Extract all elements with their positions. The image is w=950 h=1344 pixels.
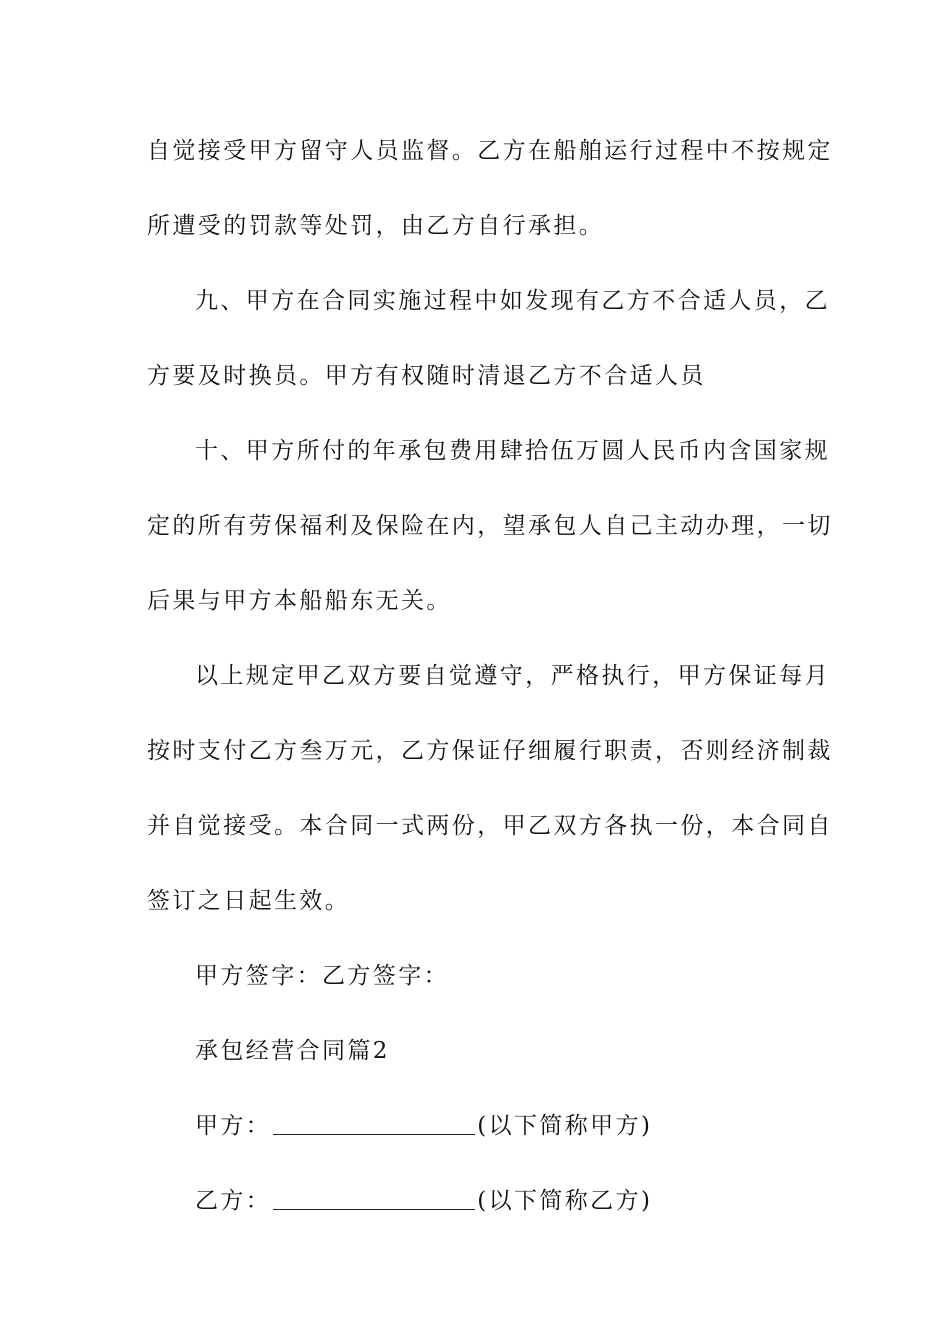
- party-b-line: [195, 1186, 855, 1216]
- paragraph-line: 方要及时换员。甲方有权随时清退乙方不合适人员: [147, 363, 706, 389]
- clause-nine-line: 九、甲方在合同实施过程中如发现有乙方不合适人员，乙: [195, 288, 830, 314]
- paragraph-line: 自觉接受甲方留守人员监督。乙方在船舶运行过程中不按规定: [147, 138, 833, 164]
- paragraph-line: 按时支付乙方叁万元，乙方保证仔细履行职责，否则经济制裁: [147, 738, 833, 764]
- party-a-blank-field[interactable]: [273, 1114, 475, 1135]
- clause-ten-line: 十、甲方所付的年承包费用肆拾伍万圆人民币内含国家规: [195, 438, 830, 464]
- closing-paragraph-line: 以上规定甲乙双方要自觉遵守，严格执行，甲方保证每月: [195, 663, 830, 689]
- party-b-blank-field[interactable]: [273, 1189, 475, 1210]
- paragraph-line: 定的所有劳保福利及保险在内，望承包人自己主动办理，一切: [147, 513, 833, 539]
- signature-line: 甲方签字：乙方签字：: [195, 963, 449, 989]
- paragraph-line: 所遭受的罚款等处罚，由乙方自行承担。: [147, 213, 605, 239]
- party-b-note: (以下简称乙方): [477, 1188, 653, 1214]
- party-a-line: [195, 1111, 855, 1141]
- paragraph-line: 后果与甲方本船船东无关。: [147, 588, 452, 614]
- party-a-label: 甲方：: [195, 1113, 272, 1139]
- party-a-note: (以下简称甲方): [477, 1113, 653, 1139]
- paragraph-line: 签订之日起生效。: [147, 888, 351, 914]
- section-heading: 承包经营合同篇2: [195, 1038, 390, 1064]
- party-b-label: 乙方：: [195, 1188, 272, 1214]
- paragraph-line: 并自觉接受。本合同一式两份，甲乙双方各执一份，本合同自: [147, 813, 833, 839]
